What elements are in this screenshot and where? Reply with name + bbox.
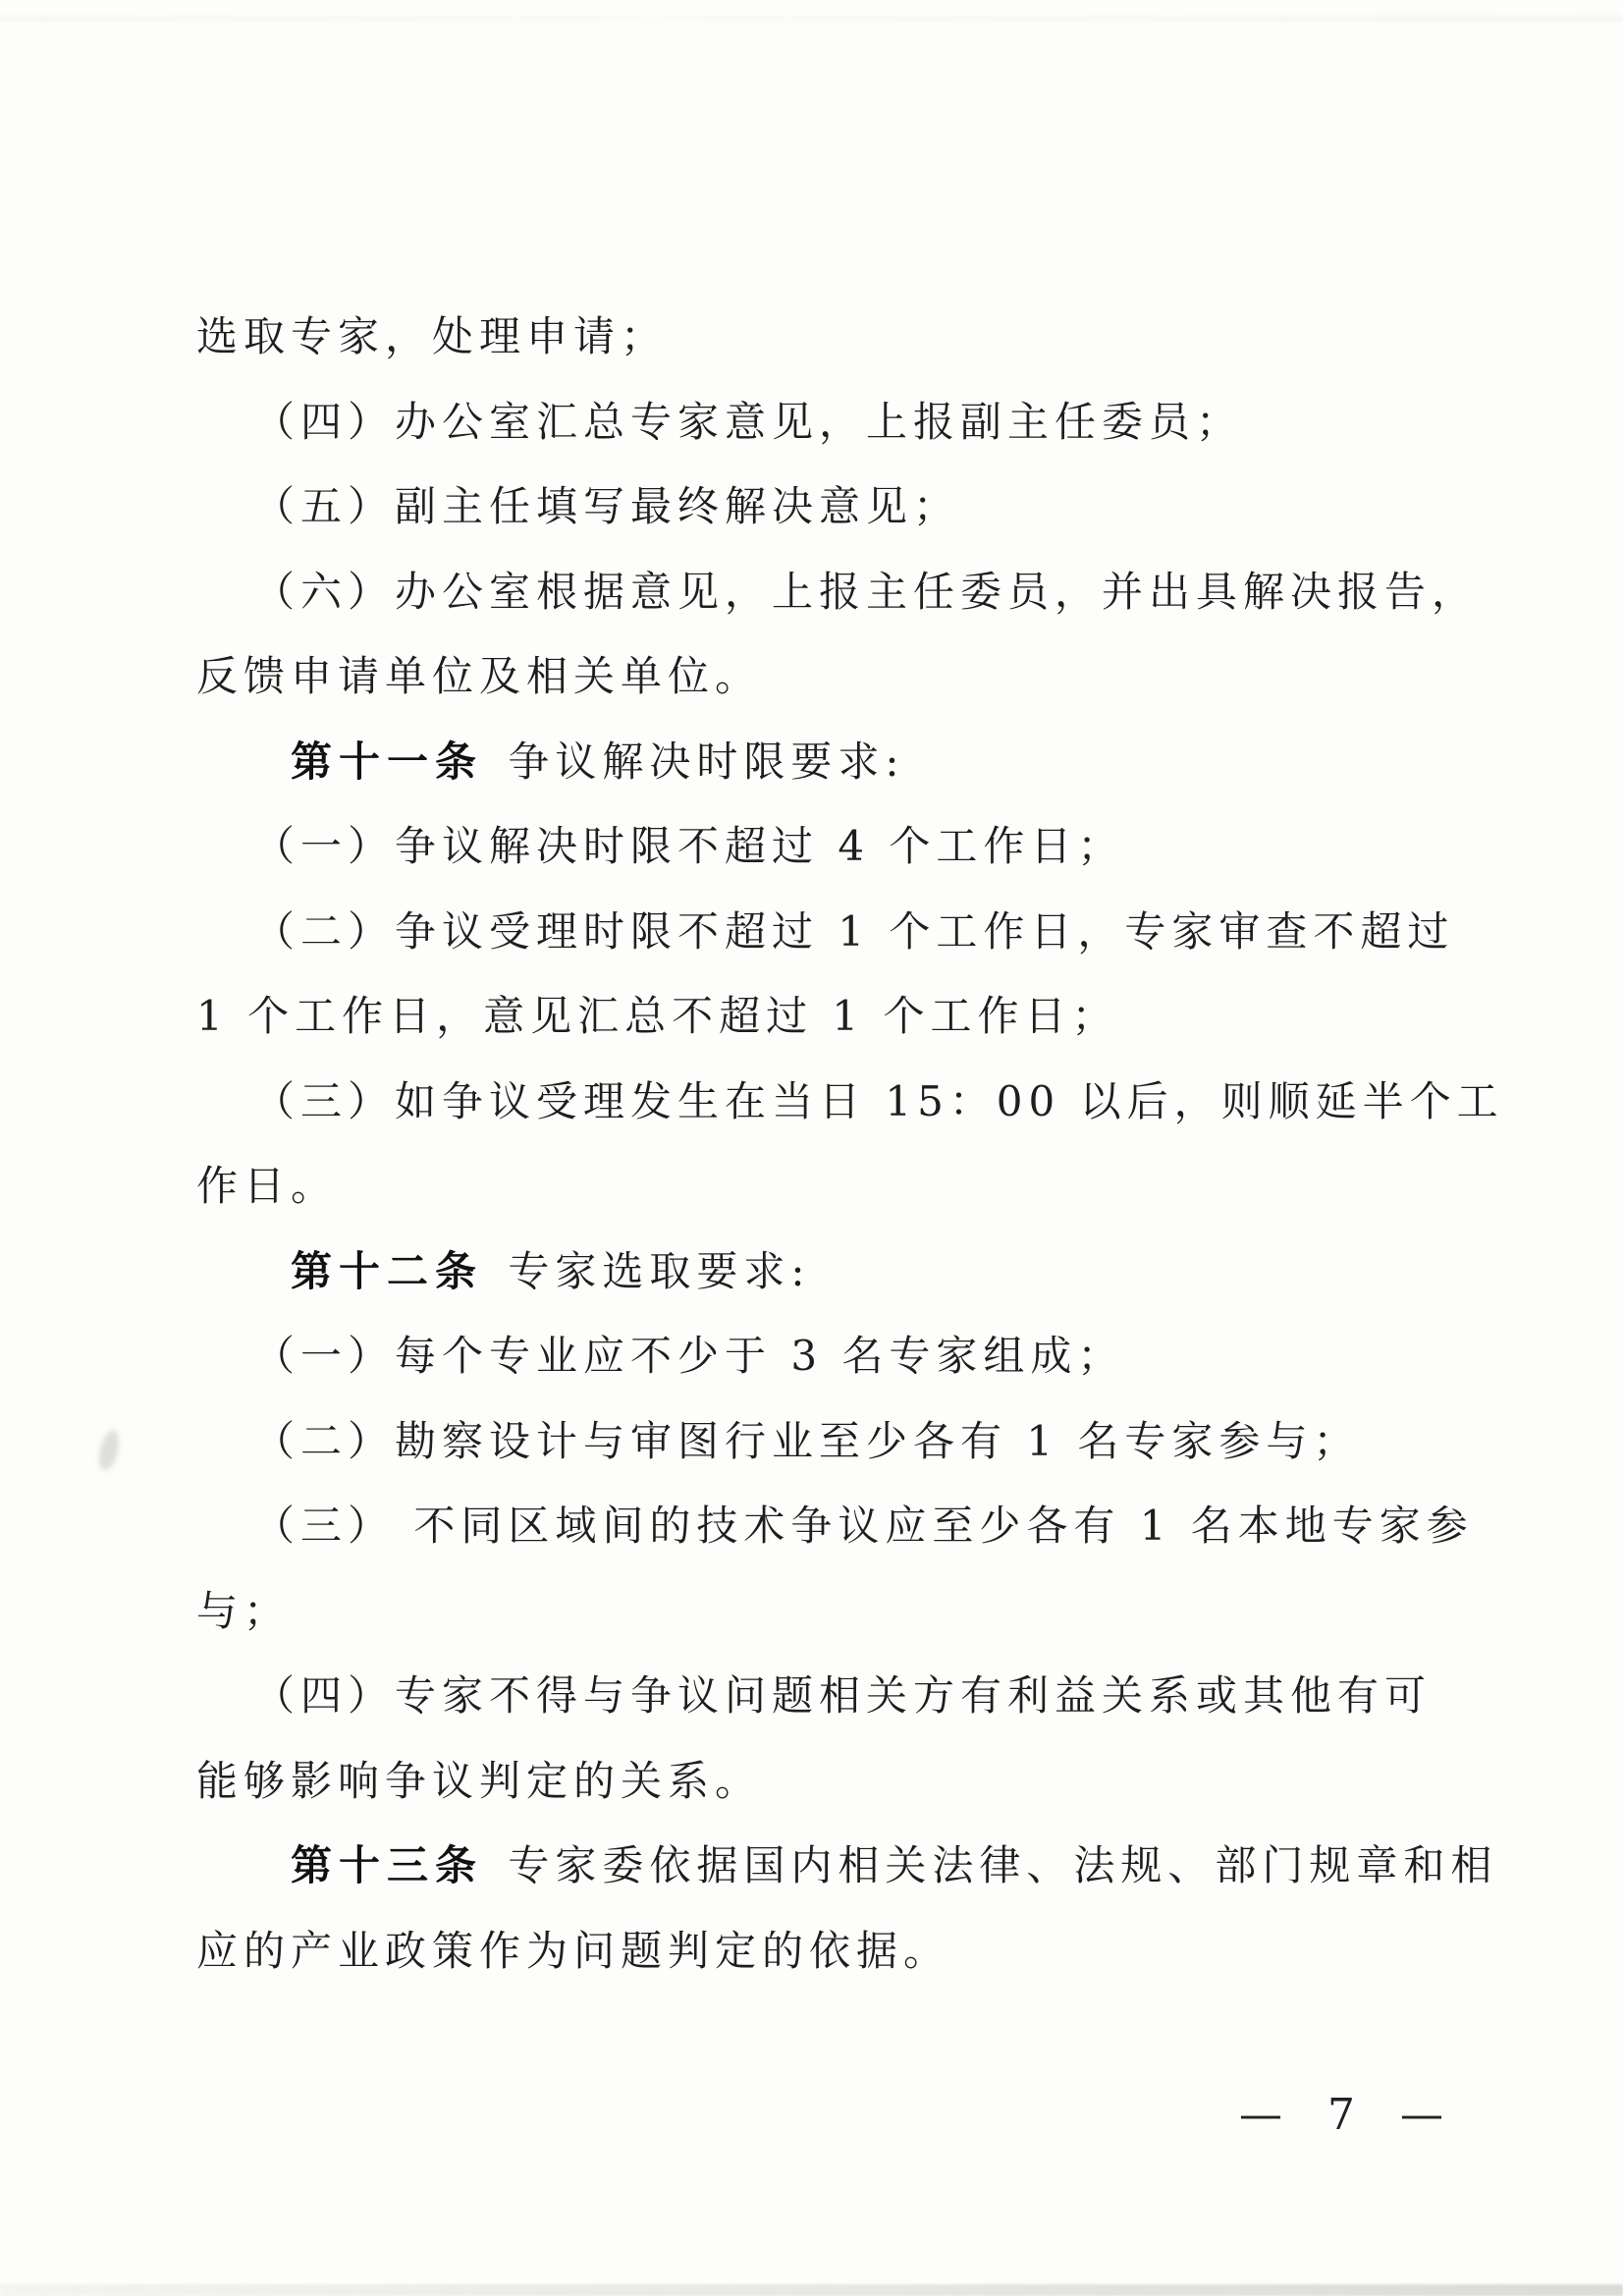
text-line: （六）办公室根据意见，上报主任委员，并出具解决报告， [253, 567, 1480, 616]
text-line: 第十一条 争议解决时限要求: [291, 737, 905, 786]
page-number: — 7 — [1239, 2090, 1459, 2140]
text-line: 第十三条 专家委依据国内相关法律、法规、部门规章和相 [291, 1841, 1498, 1889]
text-line: （三） 不同区域间的技术争议应至少各有 1 名本地专家参 [253, 1502, 1474, 1550]
scan-noise-top-artifact [0, 16, 1623, 22]
text-line: 1 个工作日，意见汇总不超过 1 个工作日； [196, 992, 1119, 1040]
text-line: （二）勘察设计与审图行业至少各有 1 名专家参与； [253, 1416, 1361, 1465]
text-line: 能够影响争议判定的关系。 [196, 1756, 763, 1805]
text-line: 反馈申请单位及相关单位。 [196, 652, 763, 700]
article-number: 第十二条 [291, 1246, 484, 1295]
text-line: （五）副主任填写最终解决意见； [253, 482, 961, 530]
text-line: （一）争议解决时限不超过 4 个工作日； [253, 822, 1125, 870]
text-line: 作日。 [196, 1162, 339, 1210]
text-line: 与； [196, 1586, 292, 1635]
article-number: 第十一条 [291, 737, 484, 786]
document-body [196, 295, 1502, 1994]
text-line: （四）办公室汇总专家意见，上报副主任委员； [253, 397, 1244, 446]
text-line: 选取专家，处理申请； [196, 312, 669, 360]
text-line: （三）如争议受理发生在当日 15：00 以后，则顺延半个工 [253, 1076, 1504, 1125]
text-line: （一）每个专业应不少于 3 名专家组成； [253, 1332, 1125, 1380]
text-line: （四）专家不得与争议问题相关方有利益关系或其他有可 [253, 1671, 1433, 1720]
scan-smudge-artifact [95, 1428, 123, 1472]
text-line: （二）争议受理时限不超过 1 个工作日，专家审查不超过 [253, 906, 1455, 956]
scan-noise-bottom-artifact [0, 2284, 1623, 2296]
text-line: 第十二条 专家选取要求: [291, 1246, 811, 1295]
article-number: 第十三条 [291, 1841, 484, 1889]
text-line: 应的产业政策作为问题判定的依据。 [196, 1926, 951, 1975]
